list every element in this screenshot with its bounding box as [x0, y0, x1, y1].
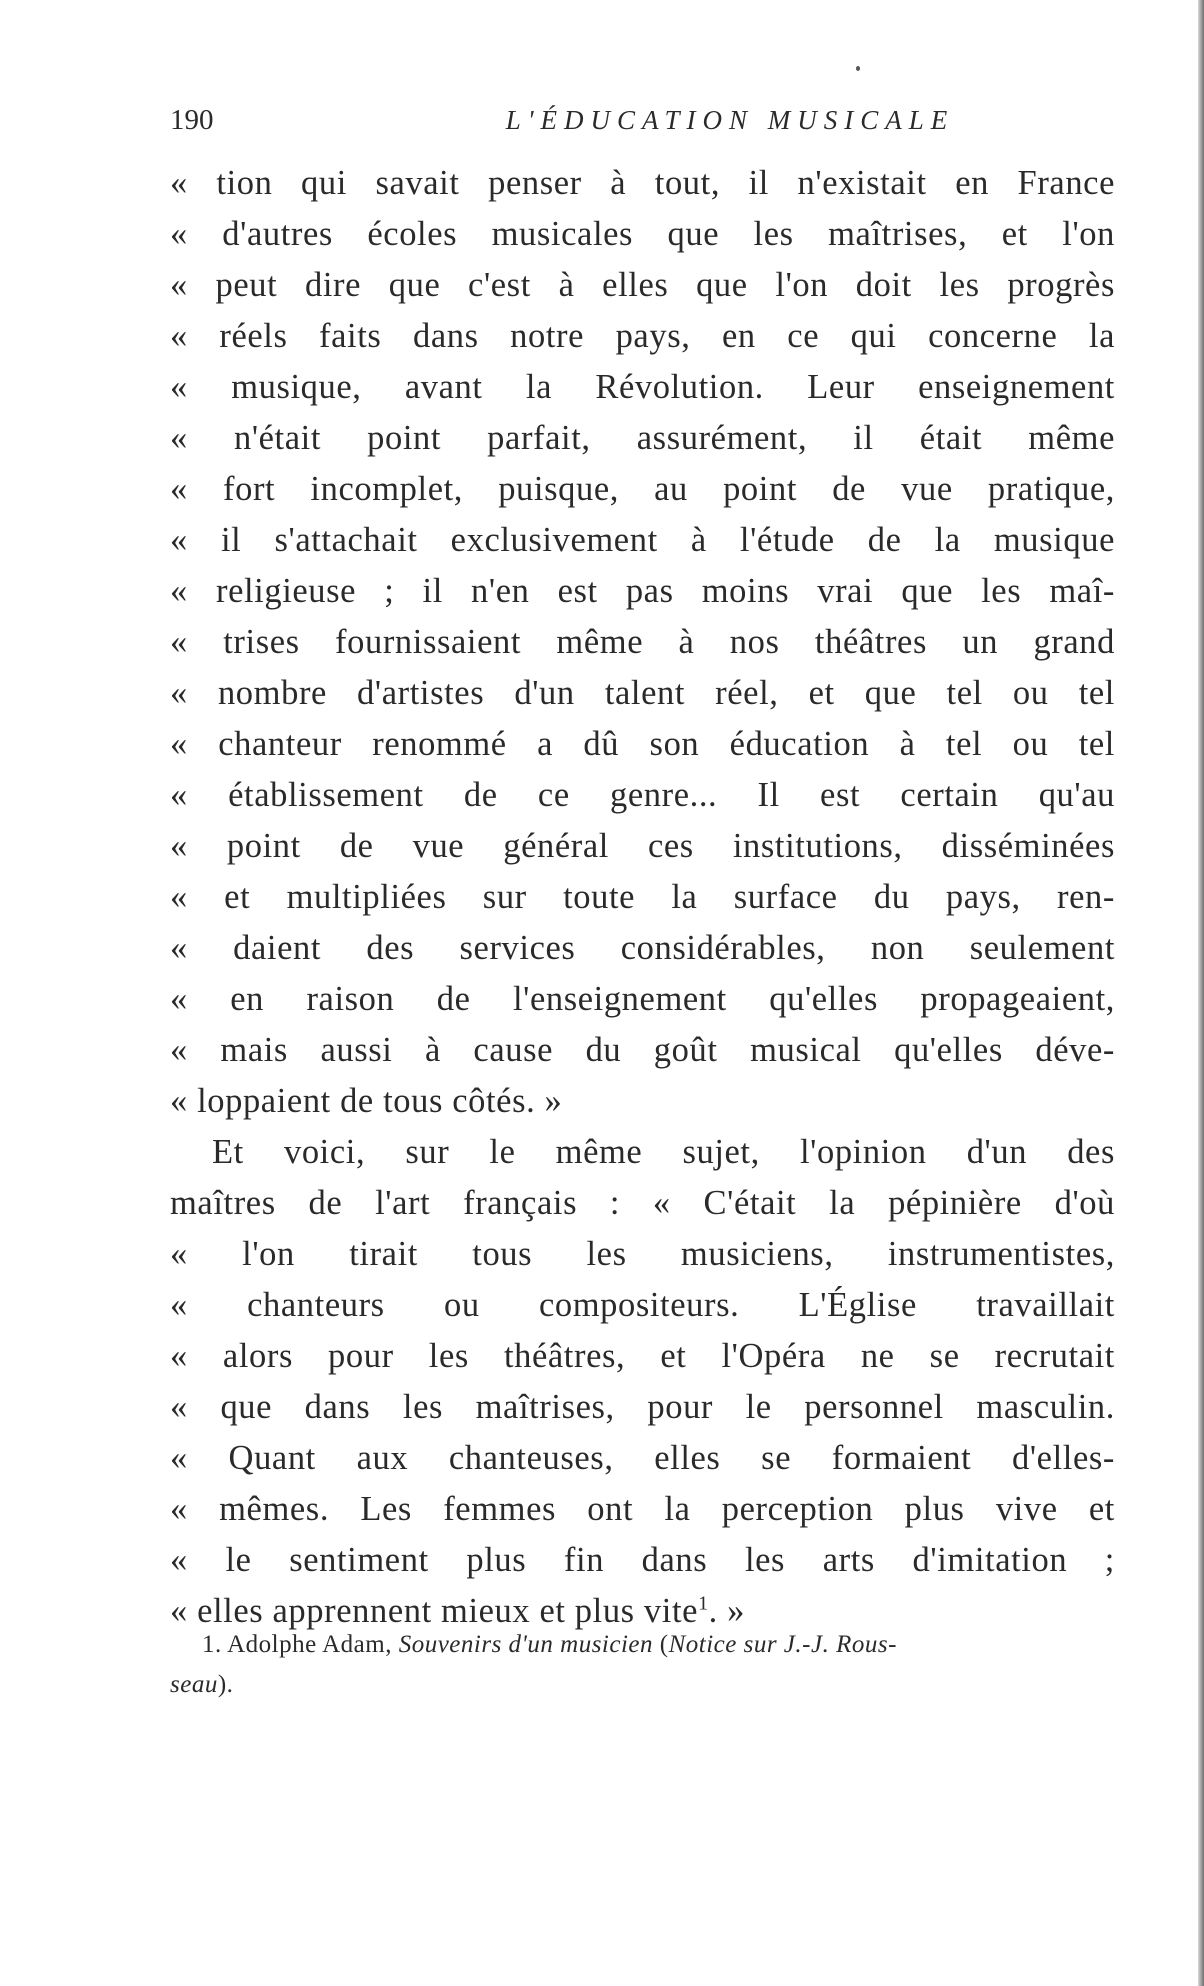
- text-line: « musique, avant la Révolution. Leur enseignement: [170, 368, 1115, 406]
- text-line: « établissement de ce genre... Il est certain qu'au: [170, 776, 1115, 814]
- text-line: « et multipliées sur toute la surface du pays, ren-: [170, 878, 1115, 916]
- footnote: [170, 1625, 1115, 1705]
- footnote-reference[interactable]: 1: [698, 1592, 709, 1615]
- text-line: « mêmes. Les femmes ont la perception plus vive et: [170, 1490, 1115, 1528]
- running-title: L'ÉDUCATION MUSICALE: [505, 105, 955, 135]
- text-segment: « elles apprennent mieux et plus vite: [170, 1592, 699, 1630]
- text-line: « nombre d'artistes d'un talent réel, et que tel ou tel: [170, 674, 1115, 712]
- text-line: « que dans les maîtrises, pour le personnel masculin.: [170, 1388, 1115, 1426]
- text-line: « religieuse ; il n'en est pas moins vrai que les maî-: [170, 572, 1115, 610]
- footnote-line: [170, 1625, 1115, 1665]
- page-header: [170, 100, 1115, 140]
- text-line: « trises fournissaient même à nos théâtres un grand: [170, 623, 1115, 661]
- footnote-book-title: Souvenirs d'un musicien: [398, 1631, 654, 1658]
- print-speck: [856, 66, 860, 71]
- text-line: « fort incomplet, puisque, au point de vue pratique,: [170, 470, 1115, 508]
- text-line: « point de vue général ces institutions, disséminées: [170, 827, 1115, 865]
- text-line: « Quant aux chanteuses, elles se formaient d'elles-: [170, 1439, 1115, 1477]
- page-binding-edge: [1198, 0, 1204, 1986]
- footnote-line: [170, 1665, 1115, 1705]
- text-segment: . »: [708, 1592, 745, 1630]
- text-line: « alors pour les théâtres, et l'Opéra ne se recrutait: [170, 1337, 1115, 1375]
- footnote-author: Adolphe Adam,: [227, 1631, 392, 1658]
- footnote-number: 1.: [202, 1631, 222, 1658]
- text-line: « n'était point parfait, assurément, il était même: [170, 419, 1115, 457]
- footnote-paren-close: ).: [217, 1671, 234, 1698]
- text-line: « d'autres écoles musicales que les maîtrises, et l'on: [170, 215, 1115, 253]
- page-number: 190: [170, 104, 214, 136]
- text-line: « chanteur renommé a dû son éducation à tel ou tel: [170, 725, 1115, 763]
- paragraph-start-line: Et voici, sur le même sujet, l'opinion d'un des: [212, 1133, 1115, 1171]
- text-line: « tion qui savait penser à tout, il n'existait en France: [170, 164, 1115, 202]
- footnote-paren: (: [659, 1631, 669, 1658]
- text-line: « l'on tirait tous les musiciens, instrumentistes,: [170, 1235, 1115, 1273]
- text-line: maîtres de l'art français : « C'était la pépinière d'où: [170, 1184, 1115, 1222]
- footnote-note-continued: seau: [170, 1671, 218, 1698]
- text-line: « le sentiment plus fin dans les arts d'imitation ;: [170, 1541, 1115, 1579]
- text-line: « réels faits dans notre pays, en ce qui concerne la: [170, 317, 1115, 355]
- text-line: « il s'attachait exclusivement à l'étude de la musique: [170, 521, 1115, 559]
- footnote-note: Notice sur J.-J. Rous-: [668, 1631, 897, 1658]
- text-line: « peut dire que c'est à elles que l'on doit les progrès: [170, 266, 1115, 304]
- text-line: « en raison de l'enseignement qu'elles propageaient,: [170, 980, 1115, 1018]
- text-line: « daient des services considérables, non seulement: [170, 929, 1115, 967]
- body-text: [170, 158, 1115, 1637]
- text-line: « chanteurs ou compositeurs. L'Église travaillait: [170, 1286, 1115, 1324]
- text-line: « loppaient de tous côtés. »: [170, 1082, 563, 1120]
- text-line: « mais aussi à cause du goût musical qu'elles déve-: [170, 1031, 1115, 1069]
